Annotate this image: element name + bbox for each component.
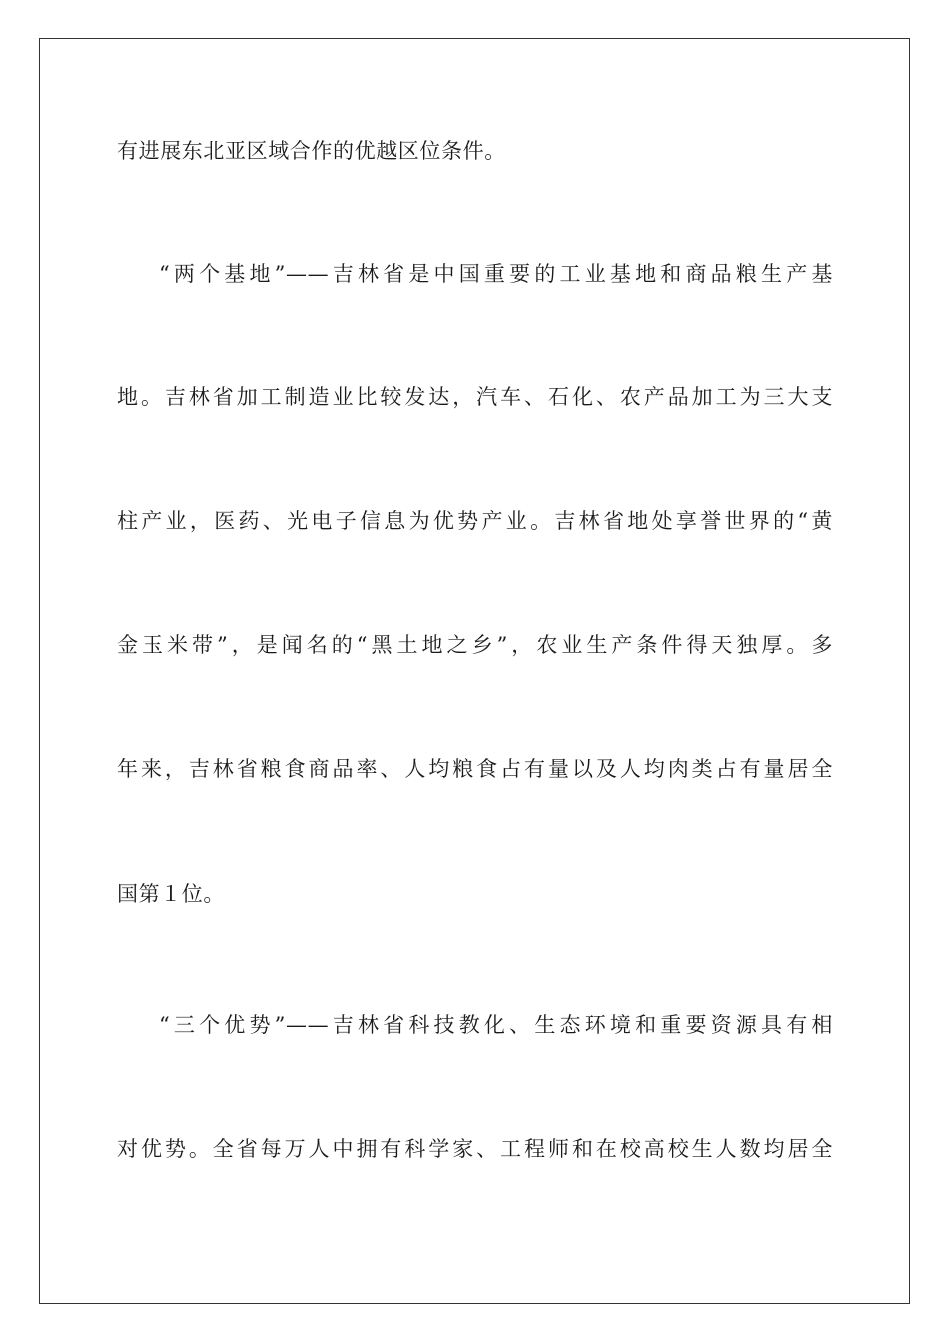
text-line-2: “两个基地”——吉林省是中国重要的工业基地和商品粮生产基 — [159, 262, 833, 286]
text-line-6: 年来，吉林省粮食商品率、人均粮食占有量以及人均肉类占有量居全 — [117, 757, 833, 781]
text-line-3: 地。吉林省加工制造业比较发达，汽车、石化、农产品加工为三大支 — [117, 385, 833, 409]
text-line-4: 柱产业，医药、光电子信息为优势产业。吉林省地处享誉世界的“黄 — [117, 509, 833, 533]
text-line-7: 国第１位。 — [117, 882, 225, 906]
text-line-1: 有进展东北亚区域合作的优越区位条件。 — [117, 139, 506, 163]
page-frame — [39, 38, 910, 1304]
text-line-9: 对优势。全省每万人中拥有科学家、工程师和在校高校生人数均居全 — [117, 1137, 833, 1161]
text-line-8: “三个优势”——吉林省科技教化、生态环境和重要资源具有相 — [159, 1013, 833, 1037]
text-line-5: 金玉米带”，是闻名的“黑土地之乡”，农业生产条件得天独厚。多 — [117, 633, 833, 657]
